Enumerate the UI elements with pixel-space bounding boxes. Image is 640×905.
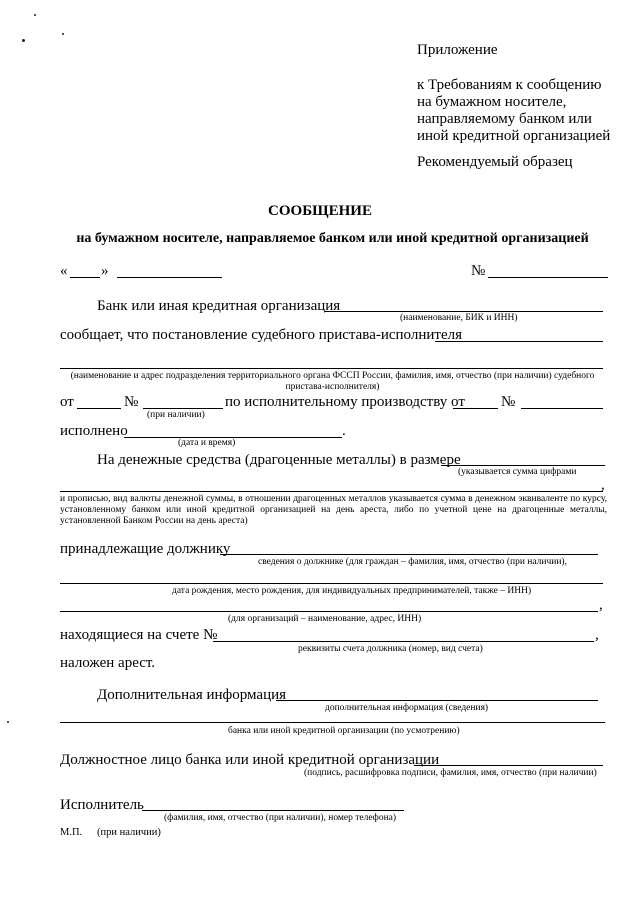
appendix-title: Приложение <box>417 42 498 58</box>
debtor-hint-1: сведения о должнике (для граждан – фамилия, имя, отчество (при наличии), <box>258 557 567 567</box>
bank-label: Банк или иная кредитная организация <box>97 298 341 314</box>
extra-label: Дополнительная информация <box>97 687 287 703</box>
debtor-field-cont-2[interactable] <box>60 611 598 612</box>
funds-amount-field-cont[interactable] <box>60 491 603 492</box>
appendix-line: на бумажном носителе, <box>417 94 567 110</box>
debtor-label: принадлежащие должнику <box>60 541 231 557</box>
executor-label: Исполнитель <box>60 797 144 813</box>
debtor-hint-3: (для организаций – наименование, адрес, ИНН) <box>228 614 422 624</box>
debtor-field-cont[interactable] <box>60 583 603 584</box>
scan-speck <box>34 14 36 16</box>
date-open-quote: « <box>60 263 68 279</box>
proceeding-number-field[interactable] <box>521 408 603 409</box>
from-number-hint: (при наличии) <box>147 410 205 420</box>
number-field[interactable] <box>488 277 608 278</box>
from-number-label: № <box>124 394 139 410</box>
bailiff-field[interactable] <box>435 341 603 342</box>
bank-field[interactable] <box>325 311 603 312</box>
funds-label: На денежные средства (драгоценные металлы) в размере <box>97 452 461 468</box>
proceeding-number-label: № <box>501 394 516 410</box>
appendix-line: направляемому банком или <box>417 111 592 127</box>
appendix-line: иной кредитной организацией <box>417 128 611 144</box>
funds-amount-field[interactable] <box>441 465 605 466</box>
executed-period: . <box>342 423 346 439</box>
executor-field[interactable] <box>142 810 404 811</box>
proceeding-date-field[interactable] <box>453 408 498 409</box>
bailiff-field-cont[interactable] <box>60 368 603 369</box>
extra-hint-2: банка или иной кредитной организации (по усмотрению) <box>228 726 460 736</box>
proceeding-label: по исполнительному производству от <box>225 394 465 410</box>
fssp-hint: (наименование и адрес подразделения территориального органа ФССП России, фамилия, имя, отчество (при наличии) судебного пристава-исполнителя) <box>70 371 595 392</box>
arrest-text: наложен арест. <box>60 655 156 671</box>
funds-hint: (указывается сумма цифрами <box>458 467 577 477</box>
bank-hint: (наименование, БИК и ИНН) <box>400 313 518 323</box>
funds-comma: , <box>601 477 605 493</box>
account-label: находящиеся на счете № <box>60 627 218 643</box>
from-date-field[interactable] <box>77 408 121 409</box>
scan-speck <box>62 33 64 35</box>
date-close-quote: » <box>101 263 109 279</box>
account-field[interactable] <box>213 641 594 642</box>
executed-hint: (дата и время) <box>178 438 236 448</box>
from-number-field[interactable] <box>143 408 223 409</box>
executed-label: исполнено <box>60 423 128 439</box>
stamp-hint: (при наличии) <box>97 827 161 838</box>
debtor-comma: , <box>599 597 603 613</box>
reports-label: сообщает, что постановление судебного пристава-исполнителя <box>60 327 462 343</box>
stamp-label: М.П. <box>60 827 83 838</box>
appendix-line: к Требованиям к сообщению <box>417 77 602 93</box>
scan-speck <box>22 39 25 42</box>
scan-speck <box>7 721 9 723</box>
extra-field-cont[interactable] <box>60 722 605 723</box>
extra-hint-1: дополнительная информация (сведения) <box>325 703 489 713</box>
funds-note: и прописью, вид валюты денежной суммы, в отношении драгоценных металлов указывается сумма в денежном эквиваленте по курсу, установленному банком или иной кредитной организацией на день ареста, либо по учетной цене на драгоценные металлы, установленной Банком России на день ареста) <box>60 494 607 526</box>
debtor-hint-2: дата рождения, место рождения, для индивидуальных предпринимателей, также – ИНН) <box>172 586 532 596</box>
executor-hint: (фамилия, имя, отчество (при наличии), номер телефона) <box>164 813 397 823</box>
account-hint: реквизиты счета должника (номер, вид счета) <box>298 644 483 654</box>
debtor-field[interactable] <box>220 554 598 555</box>
official-label: Должностное лицо банка или иной кредитной организации <box>60 752 440 768</box>
account-comma: , <box>595 627 599 643</box>
extra-field[interactable] <box>276 700 598 701</box>
date-day-field[interactable] <box>70 277 100 278</box>
date-month-year-field[interactable] <box>117 277 222 278</box>
from-label: от <box>60 394 74 410</box>
official-signature-field[interactable] <box>414 765 603 766</box>
document-subtitle: на бумажном носителе, направляемое банком или иной кредитной организацией <box>76 231 589 246</box>
number-label: № <box>471 263 486 279</box>
official-hint: (подпись, расшифровка подписи, фамилия, имя, отчество (при наличии) <box>304 768 597 778</box>
sample-label: Рекомендуемый образец <box>417 154 573 170</box>
document-title: СООБЩЕНИЕ <box>268 203 372 219</box>
